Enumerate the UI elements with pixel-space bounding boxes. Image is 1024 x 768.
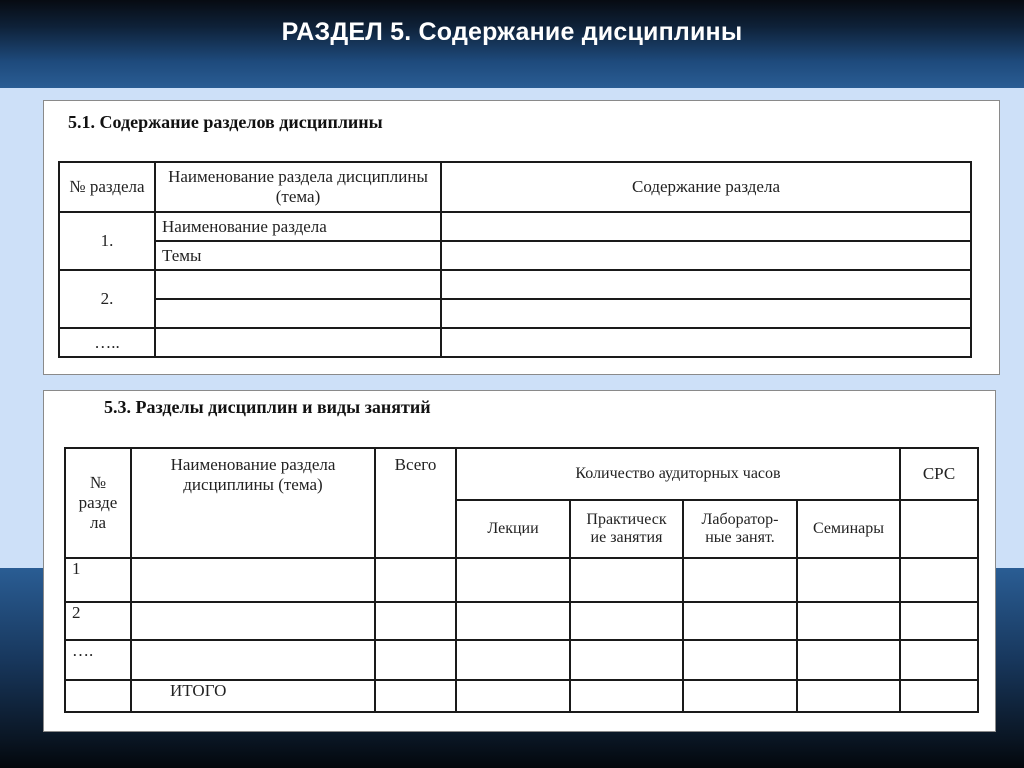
header-section-content: Содержание раздела: [441, 162, 971, 212]
table-cell: [375, 558, 456, 602]
row-1-topics: Темы: [155, 241, 441, 270]
table-cell: [900, 558, 978, 602]
header-total: Всего: [375, 448, 456, 558]
row-1-number: 1.: [59, 212, 155, 270]
row-number: ….: [65, 640, 131, 680]
table-cell: [683, 640, 797, 680]
header-section-name: Наименование раздела дисциплины (тема): [155, 162, 441, 212]
row-3-number: …..: [59, 328, 155, 357]
table-cell: [683, 680, 797, 712]
total-label: ИТОГО: [131, 680, 375, 712]
slide-title: РАЗДЕЛ 5. Содержание дисциплины: [281, 18, 743, 46]
table-cell: [570, 680, 683, 712]
table-cell: [375, 640, 456, 680]
table-row: [65, 602, 978, 640]
row-2b-name-cell: [155, 299, 441, 328]
table-cell: [797, 602, 900, 640]
table-cell: [456, 602, 570, 640]
table-cell: [900, 640, 978, 680]
table-cell: [456, 680, 570, 712]
table-5-3: [64, 447, 979, 713]
table-5-1: [58, 161, 972, 358]
row-1-content-cell: [441, 212, 971, 241]
row-2-number: 2.: [59, 270, 155, 328]
table-cell: [797, 680, 900, 712]
table-cell: [456, 640, 570, 680]
table-row: [59, 241, 971, 270]
header-srs: СРС: [900, 448, 978, 500]
table-cell: [570, 558, 683, 602]
header-lectures: Лекции: [456, 500, 570, 558]
header-seminars: Семинары: [797, 500, 900, 558]
header-section-name: Наименование раздела дисциплины (тема): [131, 448, 375, 558]
table-cell: [797, 558, 900, 602]
table-row: [59, 270, 971, 299]
table-cell: [456, 558, 570, 602]
table-row: [59, 299, 971, 328]
doc-heading-5-3: 5.3. Разделы дисциплин и виды занятий: [104, 397, 431, 417]
table-row: [65, 558, 978, 602]
header-classroom-hours: Количество аудиторных часов: [456, 448, 900, 500]
table-cell: [797, 640, 900, 680]
table-header-row: [59, 162, 971, 212]
header-section-number: № разде ла: [65, 448, 131, 558]
header-lab: Лаборатор-ные занят.: [683, 500, 797, 558]
table-cell: [683, 602, 797, 640]
table-row: [59, 212, 971, 241]
table-cell: [375, 602, 456, 640]
table-row: [65, 640, 978, 680]
header-section-number: № раздела: [59, 162, 155, 212]
row-number: 2: [65, 602, 131, 640]
header-practice: Практическ ие занятия: [570, 500, 683, 558]
doc-section-5-3: [43, 390, 996, 732]
table-cell: [570, 602, 683, 640]
doc-section-5-1: [43, 100, 1000, 375]
table-total-row: [65, 680, 978, 712]
table-cell: [900, 602, 978, 640]
table-cell: [375, 680, 456, 712]
header-srs-sub-cell: [900, 500, 978, 558]
row-2b-content-cell: [441, 299, 971, 328]
table-cell: [570, 640, 683, 680]
row-1-topics-content-cell: [441, 241, 971, 270]
table-cell: [131, 602, 375, 640]
table-header-row: [65, 448, 978, 500]
row-2-content-cell: [441, 270, 971, 299]
table-cell: [900, 680, 978, 712]
row-number: 1: [65, 558, 131, 602]
table-cell: [65, 680, 131, 712]
row-1-name: Наименование раздела: [155, 212, 441, 241]
doc-heading-5-1: 5.1. Содержание разделов дисциплины: [68, 112, 383, 132]
table-cell: [131, 558, 375, 602]
row-2-name-cell: [155, 270, 441, 299]
row-3-content-cell: [441, 328, 971, 357]
table-cell: [131, 640, 375, 680]
table-cell: [683, 558, 797, 602]
table-row: [59, 328, 971, 357]
row-3-name-cell: [155, 328, 441, 357]
